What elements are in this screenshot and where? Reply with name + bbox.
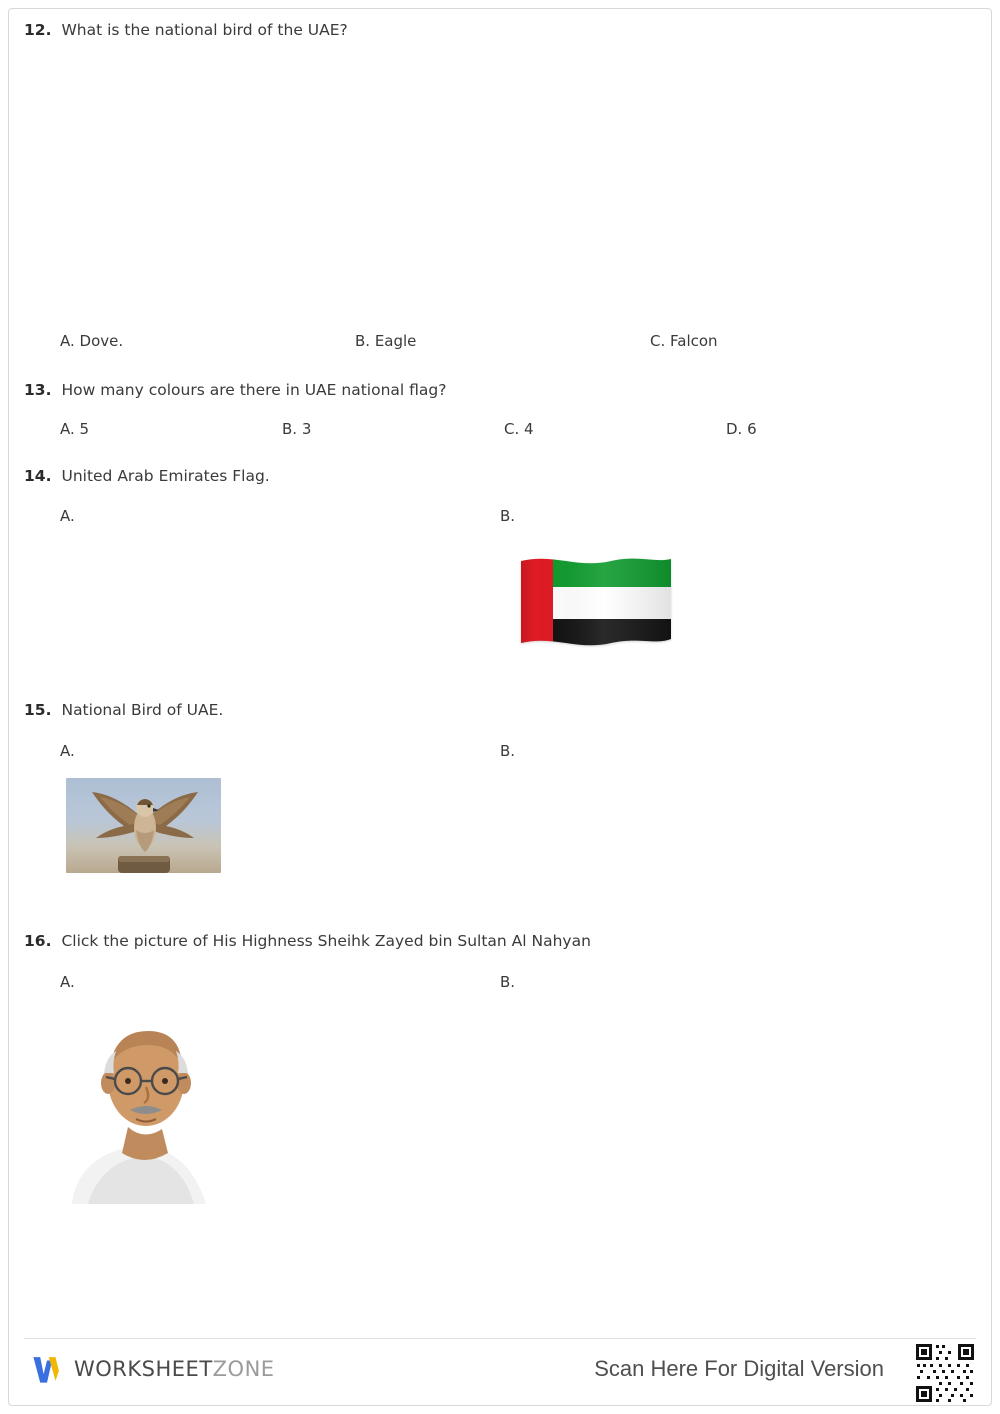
question-15 xyxy=(24,700,976,873)
question-15-options xyxy=(60,742,976,760)
question-16-option-b[interactable]: B. xyxy=(500,972,516,991)
page-footer xyxy=(24,1338,976,1400)
falcon-icon xyxy=(66,778,221,873)
scan-label: Scan Here For Digital Version xyxy=(594,1356,884,1381)
uae-flag-icon xyxy=(515,553,675,653)
question-13-text: How many colours are there in UAE national flag? xyxy=(61,381,447,399)
question-12-number: 12. xyxy=(24,21,52,39)
question-13-header xyxy=(24,380,976,402)
question-15-option-b[interactable]: B. xyxy=(500,742,516,761)
question-14 xyxy=(24,466,976,659)
worksheet-content xyxy=(24,20,976,1334)
question-13-option-c[interactable]: C. 4 xyxy=(504,419,534,438)
brand-primary: WORKSHEET xyxy=(74,1357,213,1381)
question-15-option-a[interactable]: A. xyxy=(60,742,75,761)
question-16 xyxy=(24,931,976,1204)
question-15-image-slot-a[interactable] xyxy=(60,760,500,873)
question-16-image-slot-b[interactable] xyxy=(500,991,940,1204)
question-16-header xyxy=(24,931,976,953)
question-14-images xyxy=(60,525,976,658)
question-13-option-d[interactable]: D. 6 xyxy=(726,419,757,438)
uae-flag-image[interactable] xyxy=(515,553,675,658)
question-13-options xyxy=(60,420,976,438)
question-14-image-slot-a[interactable] xyxy=(60,525,500,658)
question-15-number: 15. xyxy=(24,701,52,720)
question-12-option-c[interactable]: C. Falcon xyxy=(650,331,718,350)
question-14-header xyxy=(24,466,976,488)
question-16-image-slot-a[interactable] xyxy=(60,991,500,1204)
question-13 xyxy=(24,380,976,438)
question-15-images xyxy=(60,760,976,873)
portrait-icon xyxy=(66,1009,221,1204)
question-14-options xyxy=(60,507,976,525)
question-16-option-a[interactable]: A. xyxy=(60,972,75,991)
question-13-option-a[interactable]: A. 5 xyxy=(60,419,90,438)
question-14-option-a[interactable]: A. xyxy=(60,507,75,526)
question-16-text: Click the picture of His Highness Sheihk Zayed bin Sultan Al Nahyan xyxy=(61,932,591,951)
question-16-options xyxy=(60,973,976,991)
brand-logo[interactable] xyxy=(30,1352,275,1386)
question-12-options xyxy=(60,332,976,350)
qr-code-icon[interactable] xyxy=(914,1342,976,1404)
question-12-header xyxy=(24,20,976,42)
question-12-option-a[interactable]: A. Dove. xyxy=(60,331,124,350)
question-15-text: National Bird of UAE. xyxy=(61,701,224,720)
footer-divider xyxy=(24,1338,976,1339)
falcon-image[interactable] xyxy=(66,778,221,873)
brand-secondary: ZONE xyxy=(212,1357,275,1381)
question-16-images xyxy=(60,991,976,1204)
question-14-text: United Arab Emirates Flag. xyxy=(61,466,270,485)
question-13-option-b[interactable]: B. 3 xyxy=(282,419,312,438)
question-13-number: 13. xyxy=(24,381,52,399)
question-15-header xyxy=(24,700,976,722)
question-16-number: 16. xyxy=(24,932,52,951)
brand-text xyxy=(74,1357,275,1381)
question-14-option-b[interactable]: B. xyxy=(500,507,516,526)
question-12-text: What is the national bird of the UAE? xyxy=(61,21,348,39)
question-14-image-slot-b[interactable] xyxy=(500,525,940,658)
question-12 xyxy=(24,20,976,350)
question-12-option-b[interactable]: B. Eagle xyxy=(355,331,417,350)
worksheet-zone-logo-icon xyxy=(30,1352,64,1386)
question-14-number: 14. xyxy=(24,466,52,485)
question-15-image-slot-b[interactable] xyxy=(500,760,940,873)
portrait-image[interactable] xyxy=(66,1009,221,1204)
